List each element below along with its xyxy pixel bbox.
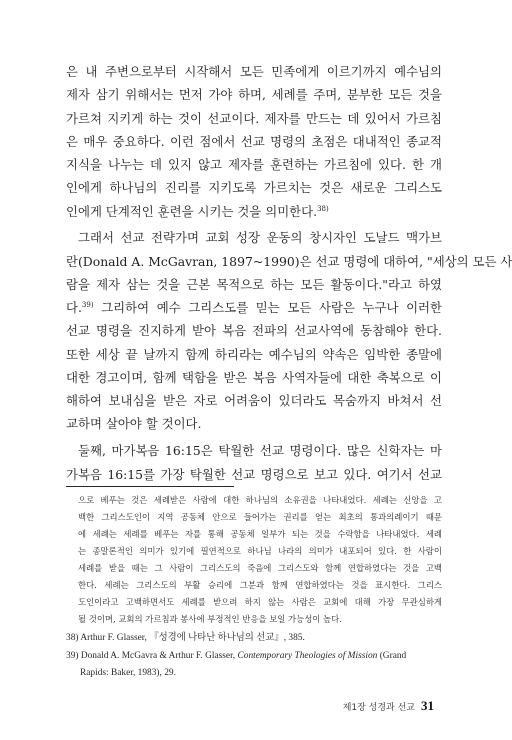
body-line: 또한 세상 끝 날까지 함께 하리라는 예수님의 약속은 임박한 종말에 (66, 347, 442, 362)
page-footer (343, 698, 434, 714)
body-line: 둘째, 마가복음 16:15은 탁월한 선교 명령이다. 많은 신학자는 마 (78, 443, 442, 458)
reference-39: 39) Donald A. McGavra & Arthur F. Glasser, Contemporary Theologies of Mission (Grand (66, 651, 407, 661)
footnote-ref-39: 39) (81, 301, 94, 309)
body-line: 가복음 16:15를 가장 탁월한 선교 명령으로 보고 있다. 여기서 선교 (66, 467, 442, 482)
footnote-line: 백한 그리스도인이 지역 공동체 안으로 들어가는 권리를 얻는 최초의 통과의례이기 때문 (78, 512, 442, 522)
footnote-ref-38: 38) (317, 205, 329, 213)
body-line: 선교 명령을 진지하게 받아 복음 전파의 선교사역에 동참해야 한다. (66, 323, 442, 338)
footnote-line: 한다. 세례는 그리스도의 부활 승리에 그분과 함께 연합하였다는 것을 표시한다. 그리스 (78, 580, 442, 590)
body-line: 람을 제자 삼는 것을 근본 목적으로 하는 모든 활동이다."라고 하였 (66, 277, 442, 292)
body-line: 해하여 보내심을 받은 자로 어려움이 있더라도 목숨까지 바쳐서 선 (66, 393, 442, 408)
body-line: 가르쳐 지키게 하는 것이 선교이다. 제자를 만드는 데 있어서 가르침 (66, 111, 442, 126)
footnote-separator (66, 486, 234, 487)
page-number: 31 (421, 698, 434, 713)
body-line: 대한 경고이며, 함께 택함을 받은 복음 사역자들에 대한 축복으로 이 (66, 370, 442, 385)
body-line: 인에게 하나님의 진리를 지키도록 가르치는 것은 새로운 그리스도 (66, 180, 442, 195)
body-line: 은 내 주변으로부터 시작해서 모든 민족에게 이르기까지 예수님의 (66, 64, 442, 79)
reference-39-title: Contemporary Theologies of Mission (237, 651, 378, 661)
footnote-line: 세례를 받을 때는 그 사람이 그리스도의 죽음에 그리스도와 함께 연합하였다는 것을 고백 (78, 563, 442, 573)
body-line: 교하며 살아야 할 것이다. (66, 416, 202, 431)
body-line: 지식을 나누는 데 있지 않고 제자를 훈련하는 가르침에 있다. 한 개 (66, 157, 442, 172)
footnote-line: 도인이라고 고백하면서도 세례를 받으려 하지 않는 사람은 교회에 대해 가장 무관심하게 (78, 597, 442, 607)
footnote-line: 에 세례는 세례를 베푸는 자를 통해 공동체 일부가 되는 것을 수락함을 나타내었다. 세례 (78, 529, 442, 539)
body-line: 란(Donald A. McGavran, 1897~1990)은 선교 명령에 대하여, "세상의 모든 사 (66, 254, 512, 269)
reference-38: 38) Arthur F. Glasser, 『성경에 나타난 하나님의 선교』, 385. (66, 633, 305, 643)
body-line: 그래서 선교 전략가며 교회 성장 운동의 창시자인 도날드 맥가브 (78, 230, 442, 245)
footnote-line: 는 종말론적인 의미가 있기에 필연적으로 하나님 나라의 의미가 내포되어 있다. 한 사람이 (78, 546, 442, 556)
reference-39-continued: Rapids: Baker, 1983), 29. (80, 668, 176, 678)
footnote-line: 으로 베푸는 것은 세례받은 사람에 대한 하나님의 소유권을 나타내었다. 세례는 신앙을 고 (78, 495, 442, 505)
body-line: 제자 삼기 위해서는 먼저 가야 하며, 세례를 주며, 분부한 모든 것을 (66, 87, 442, 102)
body-line: 다.$^{39)}$ 그리하여 예수 그리스도를 믿는 모든 사람은 누구나 이러한 (66, 300, 442, 315)
body-line: 인에게 단계적인 훈련을 시키는 것을 의미한다.$^{38)}$ (66, 204, 329, 219)
footnote-line: 될 것이며, 교회의 가르침과 봉사에 부정적인 반응을 보일 가능성이 높다. (78, 614, 342, 624)
body-line: 은 매우 중요하다. 이런 점에서 선교 명령의 초점은 대내적인 종교적 (66, 134, 442, 149)
chapter-title: 제1장 성경과 선교 (342, 703, 415, 713)
